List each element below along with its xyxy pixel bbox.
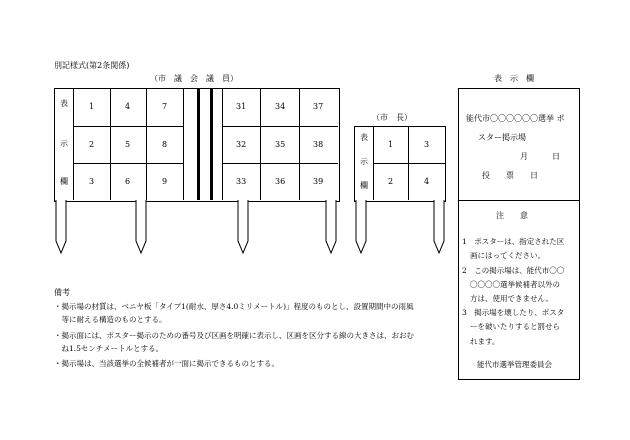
side-label: 表 — [60, 99, 68, 108]
slot-number: 2 — [388, 177, 394, 186]
slot-number: 1 — [388, 140, 394, 149]
remarks-line: ・掲示場は、当該選挙の全候補者が一面に掲示できるものとする。 — [54, 359, 279, 368]
notice-item: れます。 — [470, 337, 500, 346]
notice-item: 画にはってください。 — [470, 251, 545, 260]
notice-item: 3 掲示場を壊したり、ポスタ — [462, 308, 565, 317]
slot-number: 32 — [236, 140, 247, 149]
remarks-title: 備考 — [54, 288, 70, 297]
side-label: 欄 — [360, 181, 368, 190]
display-title-line: 能代市〇〇〇〇〇〇選挙 ポ — [466, 114, 565, 123]
slot-number: 31 — [236, 102, 247, 111]
slot-number: 7 — [162, 102, 168, 111]
form-label: 別記様式(第2条関係) — [54, 61, 130, 70]
side-label: 示 — [60, 139, 68, 148]
slot-number: 4 — [424, 177, 430, 186]
slot-number: 38 — [313, 140, 324, 149]
side-label: 示 — [360, 157, 368, 166]
display-title-line: スター掲示場 — [478, 133, 526, 142]
slot-number: 4 — [125, 102, 131, 111]
display-caption: 表 示 欄 — [494, 74, 534, 83]
slot-number: 36 — [275, 177, 286, 186]
remarks-line: ね1.5センチメートルとする。 — [54, 344, 164, 353]
side-label: 表 — [360, 133, 368, 142]
notice-signature: 能代市選挙管理委員会 — [477, 360, 552, 369]
slot-number: 3 — [89, 177, 95, 186]
slot-number: 37 — [313, 102, 324, 111]
slot-number: 1 — [89, 102, 95, 111]
slot-number: 34 — [275, 102, 286, 111]
board-posts — [50, 199, 350, 255]
council-caption: （市 議 会 議 員） — [150, 74, 238, 83]
mayor-caption: （市 長） — [372, 113, 412, 122]
board-posts — [350, 199, 450, 255]
display-date-line: 投 票 日 — [482, 171, 538, 180]
side-label: 欄 — [60, 177, 68, 186]
slot-number: 39 — [313, 177, 324, 186]
notice-item: ーを破いたりすると罰せら — [470, 322, 560, 331]
slot-number: 8 — [162, 140, 168, 149]
remarks-line: 等に耐える構造のものとする。 — [54, 315, 167, 324]
separator-line — [210, 88, 213, 200]
remarks-line: ・掲示場の材質は、ベニヤ板「タイプ1(耐水、厚さ4.0ミリメートル)」程度のものとし、設置期間中の雨風 — [54, 302, 414, 311]
notice-title: 注 意 — [496, 211, 528, 220]
slot-number: 35 — [275, 140, 286, 149]
display-date-line: 月 日 — [520, 152, 560, 161]
remarks-line: ・掲示面には、ポスター掲示のための番号及び区画を明確に表示し、区画を区分する線の大きさは、おおむ — [54, 331, 414, 340]
notice-item: 方は、使用できません。 — [470, 294, 553, 303]
notice-item: 〇〇〇〇選挙候補者以外の — [470, 280, 560, 289]
slot-number: 33 — [236, 177, 247, 186]
notice-item: 2 この掲示場は、能代市〇〇 — [462, 266, 565, 275]
slot-number: 6 — [125, 177, 131, 186]
notice-item: 1 ポスターは、指定された区 — [462, 237, 565, 246]
slot-number: 2 — [89, 140, 95, 149]
slot-number: 3 — [424, 140, 430, 149]
separator-line — [197, 88, 200, 200]
slot-number: 9 — [162, 177, 168, 186]
slot-number: 5 — [125, 140, 131, 149]
